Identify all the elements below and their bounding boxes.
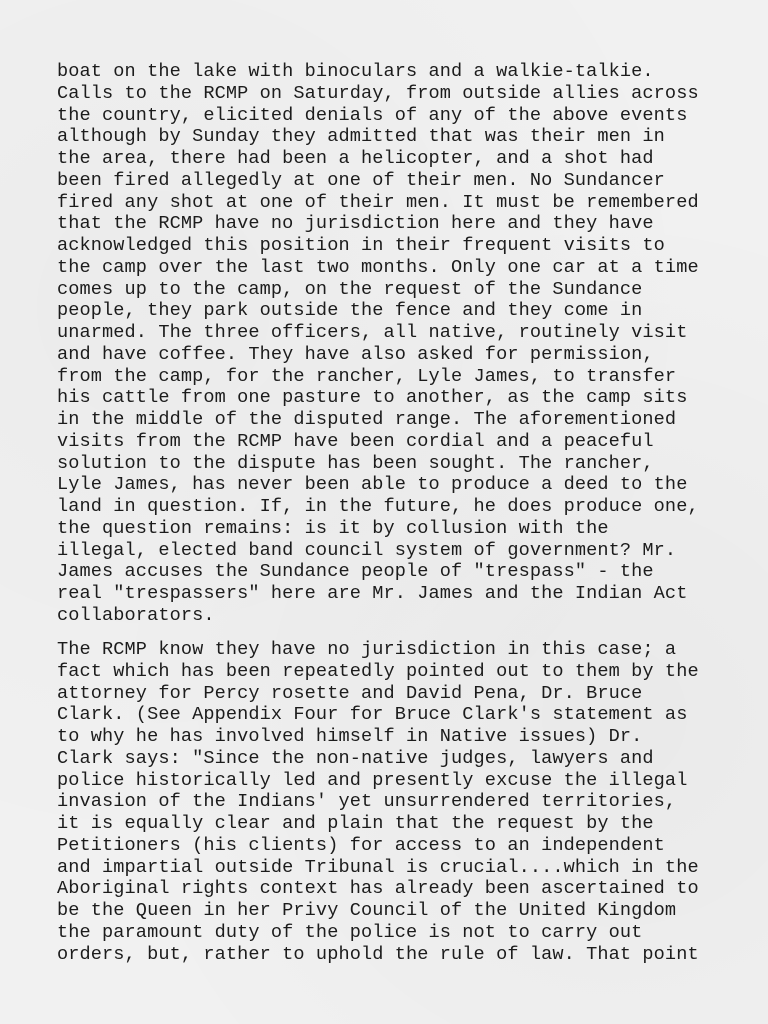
text-line: orders, but, rather to uphold the rule of law. That point	[57, 943, 699, 965]
text-line: been fired allegedly at one of their men. No Sundancer	[57, 169, 665, 191]
text-line: and impartial outside Tribunal is crucial....which in the	[57, 856, 699, 878]
text-line: the area, there had been a helicopter, and a shot had	[57, 148, 654, 169]
text-line: to why he has involved himself in Native issues) Dr.	[57, 726, 643, 747]
text-line: fired any shot at one of their men. It must be remembered	[57, 191, 699, 213]
text-line: real "trespassers" here are Mr. James and the Indian Act	[57, 583, 688, 604]
text-line: acknowledged this position in their frequent visits to	[57, 235, 665, 256]
text-line: although by Sunday they admitted that was their men in	[57, 126, 665, 148]
text-line: The RCMP know they have no jurisdiction in this case; a	[57, 639, 677, 660]
text-line: attorney for Percy rosette and David Pena, Dr. Bruce	[57, 682, 643, 704]
text-line: that the RCMP have no jurisdiction here and they have	[57, 213, 654, 235]
text-line: visits from the RCMP have been cordial and a peaceful	[57, 430, 654, 452]
text-line: land in question. If, in the future, he does produce one,	[57, 496, 699, 517]
text-line: James accuses the Sundance people of "trespass" - the	[57, 561, 654, 583]
text-line: from the camp, for the rancher, Lyle James, to transfer	[57, 365, 677, 387]
text-line: and have coffee. They have also asked for permission,	[57, 343, 654, 365]
text-line: the country, elicited denials of any of the above events	[57, 104, 688, 126]
text-line: the paramount duty of the police is not to carry out	[57, 921, 643, 943]
text-line: solution to the dispute has been sought. The rancher,	[57, 452, 654, 474]
text-line: collaborators.	[57, 604, 215, 626]
text-line: police historically led and presently excuse the illegal	[57, 769, 688, 791]
text-line: illegal, elected band council system of government? Mr.	[57, 539, 677, 561]
text-line: Aboriginal rights context has already been ascertained to	[57, 878, 699, 900]
text-line: people, they park outside the fence and they come in	[57, 300, 643, 322]
text-line: unarmed. The three officers, all native, routinely visit	[57, 322, 688, 343]
text-line: the question remains: is it by collusion with the	[57, 517, 609, 539]
text-line: boat on the lake with binoculars and a walkie-talkie.	[57, 61, 654, 82]
text-line: be the Queen in her Privy Council of the United Kingdom	[57, 900, 677, 921]
text-line: invasion of the Indians' yet unsurrendered territories,	[57, 791, 677, 813]
paragraph-jurisdiction	[57, 639, 757, 965]
text-line: Clark. (See Appendix Four for Bruce Clark's statement as	[57, 704, 688, 726]
text-line: the camp over the last two months. Only one car at a time	[57, 256, 699, 278]
paragraph-rcmp-visits	[57, 61, 757, 627]
text-line: Petitioners (his clients) for access to an independent	[57, 834, 665, 856]
text-line: comes up to the camp, on the request of the Sundance	[57, 278, 643, 300]
text-line: fact which has been repeatedly pointed out to them by the	[57, 660, 699, 682]
text-line: Clark says: "Since the non-native judges, lawyers and	[57, 747, 654, 769]
text-line: in the middle of the disputed range. The aforementioned	[57, 409, 677, 430]
text-line: Lyle James, has never been able to produce a deed to the	[57, 474, 688, 496]
text-line: his cattle from one pasture to another, as the camp sits	[57, 387, 688, 409]
text-line: it is equally clear and plain that the request by the	[57, 813, 654, 834]
text-line: Calls to the RCMP on Saturday, from outside allies across	[57, 82, 699, 104]
